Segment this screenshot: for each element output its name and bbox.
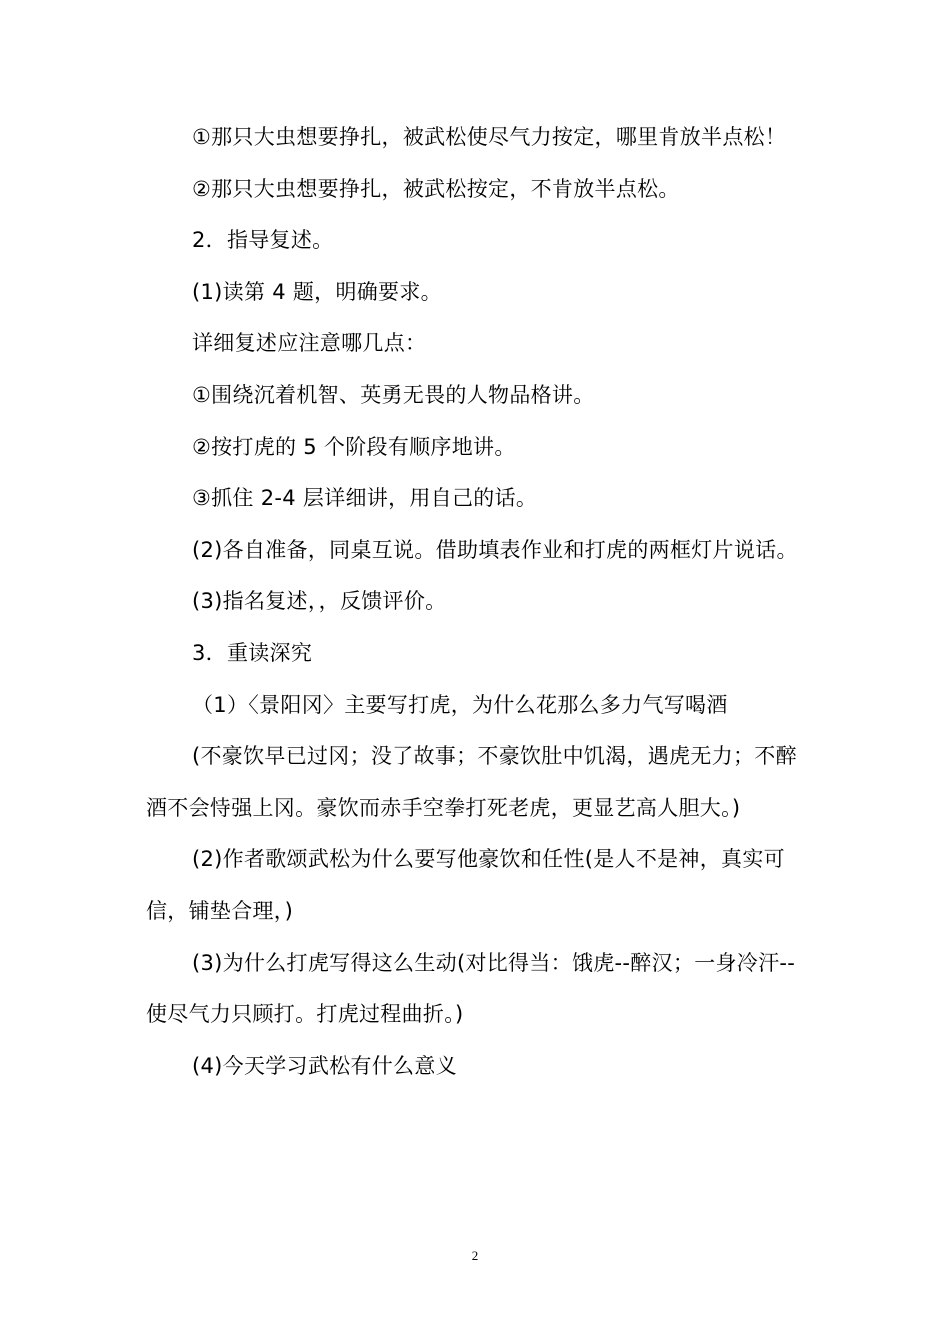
paragraph-point-3: ③抓住 2-4 层详细讲，用自己的话。 bbox=[192, 486, 538, 511]
paragraph-step-1: (1)读第 4 题，明确要求。 bbox=[192, 279, 442, 304]
paragraph-question-1: （1）〈景阳冈〉主要写打虎，为什么花那么多力气写喝酒 bbox=[192, 692, 728, 717]
paragraph-example-1: ①那只大虫想要挣扎，被武松使尽气力按定，哪里肯放半点松！ bbox=[192, 125, 787, 149]
section-heading-deep-reading: 3．重读深究 bbox=[192, 640, 313, 665]
paragraph-answer-1: (不豪饮早已过冈；没了故事；不豪饮肚中饥渴，遇虎无力；不醉酒不会恃强上冈。豪饮而赤手空拳打死老虎，更显艺高人胆大。) bbox=[146, 744, 797, 820]
paragraph-question: 详细复述应注意哪几点： bbox=[192, 331, 427, 356]
paragraph-question-4: (4)今天学习武松有什么意义 bbox=[192, 1053, 457, 1078]
section-heading-retelling: 2．指导复述。 bbox=[192, 228, 334, 253]
paragraph-step-2: (2)各自准备，同桌互说。借助填表作业和打虎的两框灯片说话。 bbox=[192, 537, 798, 562]
paragraph-question-3: (3)为什么打虎写得这么生动(对比得当：饿虎--醉汉；一身冷汗--使尽气力只顾打。打虎过程曲折。) bbox=[146, 950, 796, 1027]
paragraph-point-1: ①围绕沉着机智、英勇无畏的人物品格讲。 bbox=[192, 382, 595, 407]
paragraph-example-2: ②那只大虫想要挣扎，被武松按定，不肯放半点松。 bbox=[192, 176, 680, 201]
paragraph-point-2: ②按打虎的 5 个阶段有顺序地讲。 bbox=[192, 434, 516, 459]
paragraph-question-2: (2)作者歌颂武松为什么要写他豪饮和任性(是人不是神，真实可信，铺垫合理，) bbox=[146, 847, 785, 923]
document-body bbox=[146, 112, 806, 1092]
paragraph-step-3: (3)指名复述，，反馈评价。 bbox=[192, 589, 447, 614]
page-number: 2 bbox=[471, 1248, 479, 1263]
